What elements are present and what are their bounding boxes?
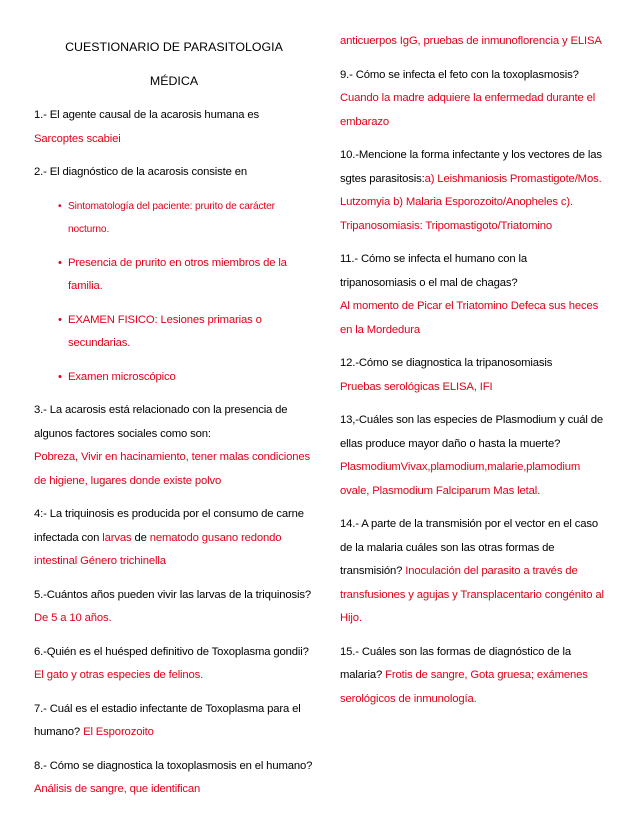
question-12 — [340, 352, 606, 399]
answer-10: a) Leishmaniosis Promastigote/Mos. Lutzomyia b) Malaria Esporozoito/Anopheles c). Tripanosomiasis: Tripomastigoto/Triatomino — [340, 172, 602, 232]
question-1-text: 1.- El agente causal de la acarosis humana es — [34, 109, 259, 121]
question-2 — [34, 161, 314, 185]
question-1 — [34, 104, 314, 151]
question-12-text: 12.-Cómo se diagnostica la tripanosomiasis — [340, 357, 553, 369]
right-column — [340, 0, 606, 721]
question-15 — [340, 641, 606, 712]
question-6-text: 6.-Quién es el huésped definitivo de Toxoplasma gondii? — [34, 645, 309, 658]
title-line-2: MÉDICA — [149, 74, 199, 88]
question-13 — [340, 409, 606, 503]
question-4-text-a: 4:- La triquinosis es producida por el consumo de carne infectada con — [34, 508, 304, 544]
answer-7: El Esporozoito — [83, 726, 154, 738]
answer-4-part-1: larvas — [102, 531, 132, 544]
answer-4-part-2: nematodo gusano redondo intestinal Género trichinella — [34, 531, 282, 567]
question-10 — [340, 144, 606, 238]
question-2-text: 2.- El diagnóstico de la acarosis consiste en — [34, 166, 248, 178]
answer-1: Sarcoptes scabiei — [34, 132, 121, 145]
document-title — [34, 30, 314, 98]
question-3 — [34, 399, 314, 493]
question-3-text: 3.- La acarosis está relacionado con la presencia de algunos factores sociales como son: — [34, 404, 288, 440]
answer-2-bullet: • Examen microscópico — [34, 366, 314, 390]
question-13-text: 13,-Cuáles son las especies de Plasmodium y cuál de ellas produce mayor daño o hasta la muerte? — [340, 414, 603, 450]
title-line-1: CUESTIONARIO DE PARASITOLOGIA — [65, 40, 283, 54]
question-11-text: 11.- Cómo se infecta el humano con la tripanosomiasis o el mal de chagas? — [340, 253, 528, 289]
question-9 — [340, 64, 606, 135]
answer-14: Inoculación del parasito a través de transfusiones y agujas y Transplacentario congénito al Hijo. — [340, 565, 604, 624]
question-14-text: 14.- A parte de la transmisión por el vector en el caso de la malaria cuáles son las otras formas de transmisión? — [340, 518, 598, 577]
answer-3: Pobreza, Vivir en hacinamiento, tener malas condiciones de higiene, lugares donde existe polvo — [34, 451, 311, 487]
answer-2-bullet: • EXAMEN FISICO: Lesiones primarias o secundarias. — [34, 309, 314, 356]
question-8-text: 8.- Cómo se diagnostica la toxoplasmosis en el humano? — [34, 759, 313, 772]
question-7 — [34, 698, 314, 745]
question-5 — [34, 584, 314, 631]
question-14 — [340, 513, 606, 631]
question-9-text: 9.- Cómo se infecta el feto con la toxoplasmosis? — [340, 68, 579, 81]
question-11 — [340, 248, 606, 342]
question-4-text-b: de — [134, 531, 147, 544]
answer-15: Frotis de sangre, Gota gruesa; exámenes serológicos de inmunología. — [340, 669, 588, 705]
answer-5: De 5 a 10 años. — [34, 612, 112, 624]
answer-2-bullet: • Sintomatología del paciente: prurito de carácter nocturno. — [34, 195, 314, 242]
question-6 — [34, 641, 314, 688]
left-column — [34, 0, 314, 812]
answer-8-continued: anticuerpos IgG, pruebas de inmunoflorencia y ELISA — [340, 35, 602, 47]
question-4 — [34, 503, 314, 574]
question-10-text: 10.-Mencione la forma infectante y los vectores de las sgtes parasitosis: — [340, 149, 602, 185]
question-5-text: 5.-Cuántos años pueden vivir las larvas de la triquinosis? — [34, 588, 312, 601]
question-7-text: 7.- Cuál es el estadio infectante de Toxoplasma para el humano? — [34, 702, 301, 738]
question-8 — [34, 755, 314, 802]
answer-12: Pruebas serológicas ELISA, IFI — [340, 380, 493, 393]
answer-8: Análisis de sangre, que identifican — [34, 783, 201, 795]
answer-13: PlasmodiumVivax,plamodium,malarie,plamodium ovale, Plasmodium Falciparum Mas letal. — [340, 461, 581, 497]
question-15-text: 15.- Cuáles son las formas de diagnóstico de la malaria? — [340, 645, 571, 681]
answer-9: Cuando la madre adquiere la enfermedad durante el embarazo — [340, 92, 596, 128]
answer-2-list — [34, 195, 314, 390]
answer-2-bullet: • Presencia de prurito en otros miembros de la familia. — [34, 252, 314, 299]
answer-11: Al momento de Picar el Triatomino Defeca sus heces en la Mordedura — [340, 300, 599, 336]
answer-6: El gato y otras especies de felinos. — [34, 669, 204, 681]
